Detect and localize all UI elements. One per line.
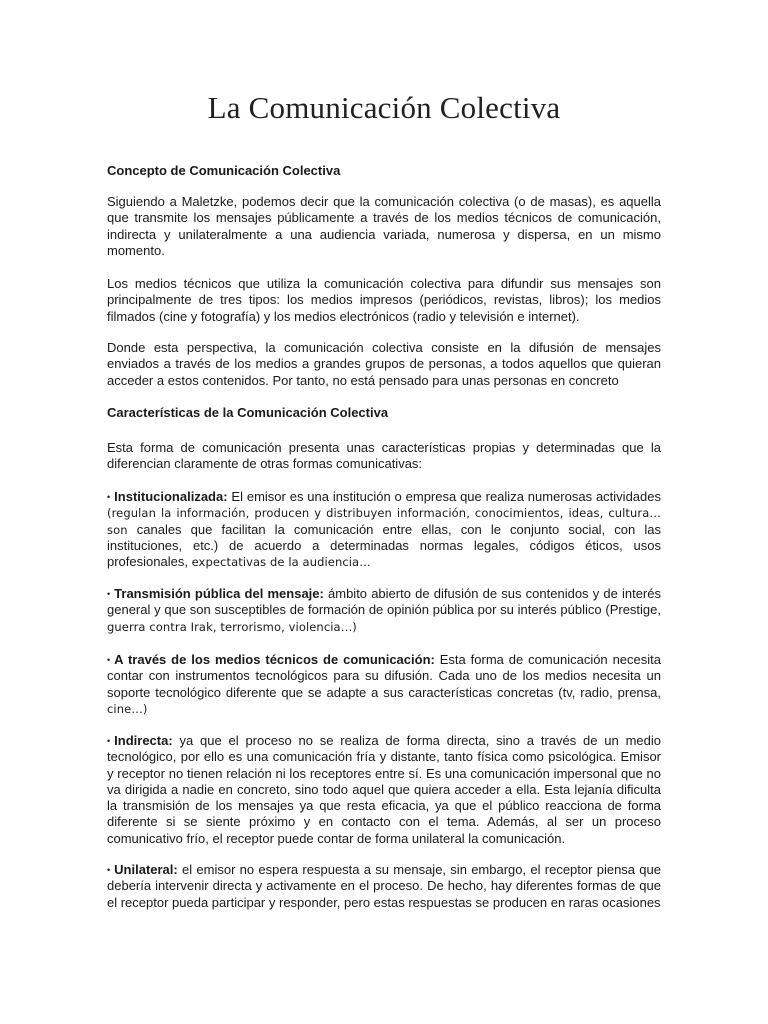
- item-text: el emisor no espera respuesta a su mensaje, sin embargo, el receptor piensa que debería intervenir directa y activamente en el proceso. De hecho, hay diferentes formas de que el receptor pueda participar y responder, pero estas respuestas se producen en raras ocasiones: [107, 862, 661, 910]
- list-item-indirecta: [107, 733, 661, 847]
- list-item-transmision-publica: [107, 586, 661, 635]
- bullet-icon: •: [107, 736, 111, 746]
- item-aside: (regulan la información, producen y distribuyen información, conocimientos, ideas, cultura… son: [107, 506, 661, 537]
- item-label: Institucionalizada:: [114, 489, 228, 504]
- list-item-institucionalizada: [107, 489, 661, 570]
- paragraph-medios-tecnicos: Los medios técnicos que utiliza la comunicación colectiva para difundir sus mensajes son principalmente de tres tipos: los medios impresos (periódicos, revistas, libros); los medios filmados (cine y fotografía) y los medios electrónicos (radio y televisión e internet).: [107, 276, 661, 324]
- page-title: La Comunicación Colectiva: [207, 90, 561, 125]
- item-text: El emisor es una institución o empresa que realiza numerosas actividades: [227, 489, 661, 504]
- item-text: Esta forma de comunicación necesita contar con instrumentos tecnológicos para su difusión. Cada uno de los medios necesita un soporte tecnológico diferente que se adapte a sus características concretas (tv, radio, prensa,: [107, 652, 661, 700]
- item-label: Indirecta:: [114, 733, 173, 748]
- bullet-icon: •: [107, 589, 111, 599]
- bullet-icon: •: [107, 492, 111, 502]
- paragraph-caracteristicas-intro: Esta forma de comunicación presenta unas características propias y determinadas que la diferencian claramente de otras formas comunicativas:: [107, 440, 661, 472]
- item-aside-cont: expectativas de la audiencia…: [191, 555, 371, 570]
- item-aside: guerra contra Irak, terrorismo, violencia…): [107, 619, 357, 634]
- paragraph-perspectiva: Donde esta perspectiva, la comunicación colectiva consiste en la difusión de mensajes enviados a través de los medios a grandes grupos de personas, a todos aquellos que quieran acceder a estos contenidos. Por tanto, no está pensado para unas personas en concreto: [107, 340, 661, 388]
- item-label: Transmisión pública del mensaje:: [114, 586, 324, 601]
- item-text: ámbito abierto de difusión de sus contenidos y de interés general y que son susceptibles de formación de opinión pública por su interés público (Prestige,: [107, 586, 661, 618]
- paragraph-maletzke: Siguiendo a Maletzke, podemos decir que la comunicación colectiva (o de masas), es aquella que transmite los mensajes públicamente a través de los medios técnicos de comunicación, indirecta y unilateralmente a una audiencia variada, numerosa y dispersa, en un mismo momento.: [107, 194, 661, 258]
- item-text-cont: canales que facilitan la comunicación entre ellas, con le conjunto social, con las instituciones, etc.) de acuerdo a determinadas normas legales, códigos éticos, usos profesionales,: [107, 521, 661, 570]
- bullet-icon: •: [107, 655, 111, 665]
- list-item-unilateral: [107, 862, 661, 911]
- section-heading-concepto: Concepto de Comunicación Colectiva: [107, 163, 341, 178]
- list-item-medios-tecnicos: [107, 652, 661, 717]
- bullet-icon: •: [107, 865, 111, 875]
- item-label: A través de los medios técnicos de comunicación:: [114, 652, 435, 667]
- item-text: ya que el proceso no se realiza de forma directa, sino a través de un medio tecnológico, por ello es una comunicación fría y distante, tanto física como psicológica. Emisor y receptor no tienen relación ni los receptores entre sí. Es una comunicación impersonal que no va dirigida a nadie en concreto, sino todo aquel que quiera acceder a ella. Esta lejanía dificulta la transmisión de los mensajes ya que resta eficacia, ya que el público reacciona de forma diferente si se siente próximo y en contacto con el tema. Además, al ser un proceso comunicativo frío, el receptor puede contar de forma unilateral la comunicación.: [107, 733, 661, 846]
- item-label: Unilateral:: [114, 862, 178, 877]
- section-heading-caracteristicas: Características de la Comunicación Colectiva: [107, 405, 389, 420]
- item-aside: cine…): [107, 701, 148, 716]
